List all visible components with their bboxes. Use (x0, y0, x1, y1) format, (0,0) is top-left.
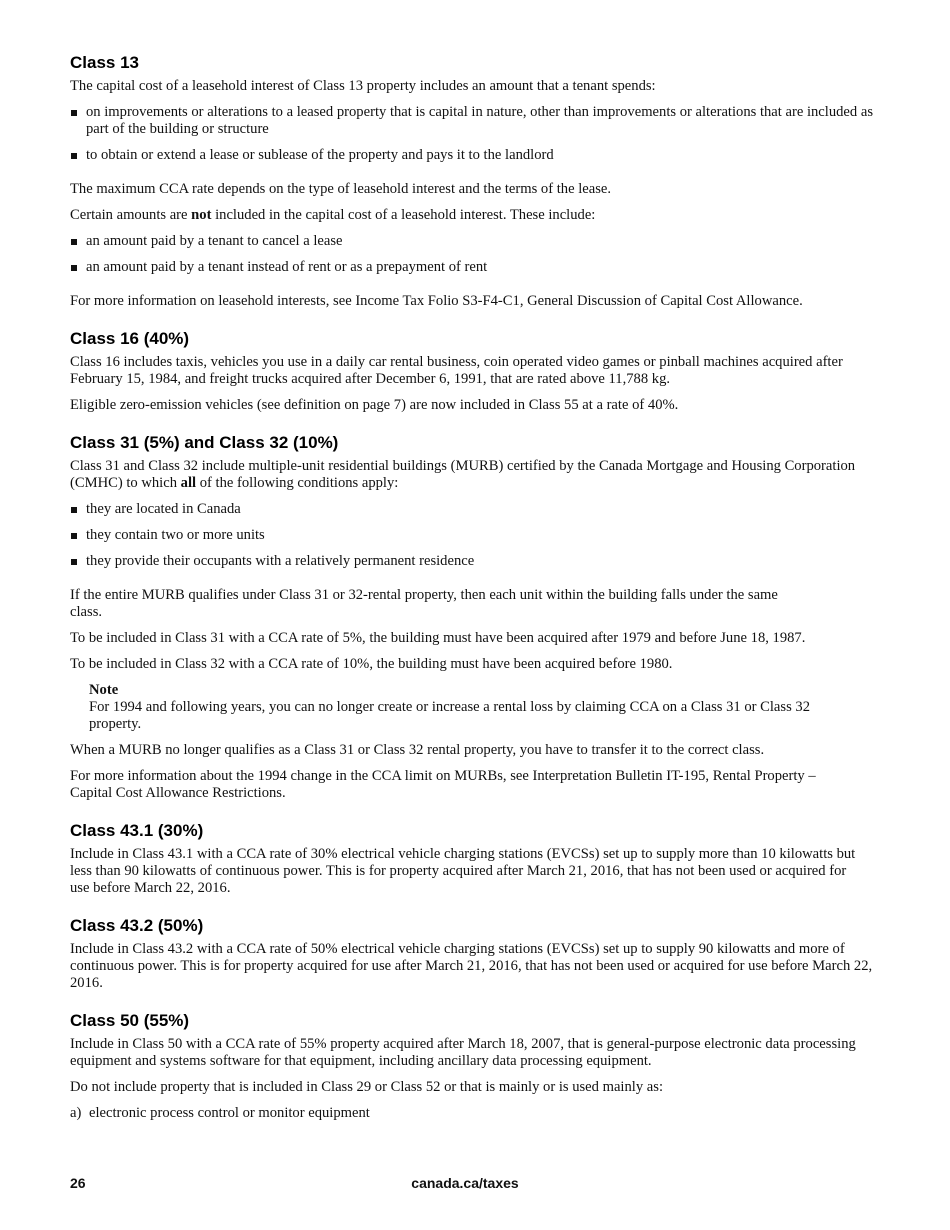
bullet-icon (71, 110, 77, 116)
bullet-icon (71, 533, 77, 539)
class-31-rate-text: To be included in Class 31 with a CCA rate of 5%, the building must have been acquired after 1979 and before June 18, 1987. (70, 630, 806, 646)
class-13-certain-amounts: Certain amounts are not included in the capital cost of a leasehold interest. These include: (70, 207, 596, 223)
section-class-43-2 (70, 915, 885, 992)
list-item: they are located in Canada (70, 501, 885, 518)
class-32-rate-text: To be included in Class 32 with a CCA rate of 10%, the building must have been acquired before 1980. (70, 656, 673, 672)
section-class-16 (70, 328, 885, 414)
heading-class-16: Class 16 (40%) (70, 329, 190, 348)
page-content (70, 52, 885, 1122)
list-label: a) (70, 1105, 82, 1121)
note-text: For 1994 and following years, you can no longer create or increase a rental loss by claiming CCA on a Class 31 or Class 32 property. (89, 699, 811, 732)
class-43-2-p1: Include in Class 43.2 with a CCA rate of 50% electrical vehicle charging stations (EVCSs) set up to supply 90 kilowatts and more of continuous power. This is for property acquired for use after March 21, 2016, that has not been used or acquired for use before March 22, 2016. (70, 941, 873, 991)
section-class-50 (70, 1010, 885, 1122)
class-31-32-more-info: For more information about the 1994 change in the CCA limit on MURBs, see Interpretation Bulletin IT-195, Rental Property – Capital Cost Allowance Restrictions. (70, 768, 816, 801)
page-number: 26 (70, 1175, 86, 1191)
class-13-intro: The capital cost of a leasehold interest of Class 13 property includes an amount that a tenant spends: (70, 78, 656, 94)
heading-class-43-2: Class 43.2 (50%) (70, 916, 204, 935)
note-box (89, 682, 885, 733)
class-13-includes-list (70, 104, 885, 164)
bullet-icon (71, 265, 77, 271)
heading-class-50: Class 50 (55%) (70, 1011, 190, 1030)
section-class-43-1 (70, 820, 885, 897)
bullet-icon (71, 239, 77, 245)
class-13-rate-text: The maximum CCA rate depends on the type of leasehold interest and the terms of the lease. (70, 181, 612, 197)
heading-class-13: Class 13 (70, 53, 139, 72)
list-item: on improvements or alterations to a leased property that is capital in nature, other than improvements or alterations that are included as part of the building or structure (70, 104, 885, 138)
class-50-p2: Do not include property that is included in Class 29 or Class 52 or that is mainly or is used mainly as: (70, 1079, 663, 1095)
list-item: an amount paid by a tenant instead of rent or as a prepayment of rent (70, 259, 885, 276)
list-item: they provide their occupants with a relatively permanent residence (70, 553, 885, 570)
bullet-icon (71, 153, 77, 159)
list-text: electronic process control or monitor equipment (89, 1105, 370, 1121)
list-item: they contain two or more units (70, 527, 885, 544)
class-31-32-entire-murb: If the entire MURB qualifies under Class 31 or 32-rental property, then each unit within the building falls under the same class. (70, 587, 778, 620)
list-item (70, 1105, 885, 1122)
class-50-p1: Include in Class 50 with a CCA rate of 55% property acquired after March 18, 2007, that is general-purpose electronic data processing equipment and systems software for that equipment, including ancillary data processing equipment. (70, 1036, 856, 1069)
section-class-13 (70, 52, 885, 310)
class-13-more-info: For more information on leasehold interests, see Income Tax Folio S3-F4-C1, General Discussion of Capital Cost Allowance. (70, 293, 803, 309)
note-title: Note (89, 682, 119, 698)
class-13-excluded-list (70, 233, 885, 276)
class-31-32-intro: Class 31 and Class 32 include multiple-unit residential buildings (MURB) certified by the Canada Mortgage and Housing Corporation (CMHC) to which all of the following conditions apply: (70, 458, 856, 491)
class-31-32-conditions-list (70, 501, 885, 570)
footer-url: canada.ca/taxes (411, 1175, 519, 1191)
list-item: an amount paid by a tenant to cancel a lease (70, 233, 885, 250)
list-item: to obtain or extend a lease or sublease of the property and pays it to the landlord (70, 147, 885, 164)
section-class-31-32 (70, 432, 885, 802)
bullet-icon (71, 559, 77, 565)
class-43-1-p1: Include in Class 43.1 with a CCA rate of 30% electrical vehicle charging stations (EVCSs) set up to supply more than 10 kilowatts but less than 90 kilowatts of continuous power. This is for property acquired after March 21, 2016, that has not been used or acquired for use before March 22, 2016. (70, 846, 856, 896)
class-31-32-transfer: When a MURB no longer qualifies as a Class 31 or Class 32 rental property, you have to transfer it to the correct class. (70, 742, 765, 758)
bullet-icon (71, 507, 77, 513)
class-16-p1: Class 16 includes taxis, vehicles you use in a daily car rental business, coin operated video games or pinball machines acquired after February 15, 1984, and freight trucks acquired after December 6, 1991, that are rated above 11,788 kg. (70, 354, 843, 387)
class-16-p2: Eligible zero-emission vehicles (see definition on page 7) are now included in Class 55 at a rate of 40%. (70, 397, 679, 413)
heading-class-43-1: Class 43.1 (30%) (70, 821, 204, 840)
heading-class-31-32: Class 31 (5%) and Class 32 (10%) (70, 433, 339, 452)
